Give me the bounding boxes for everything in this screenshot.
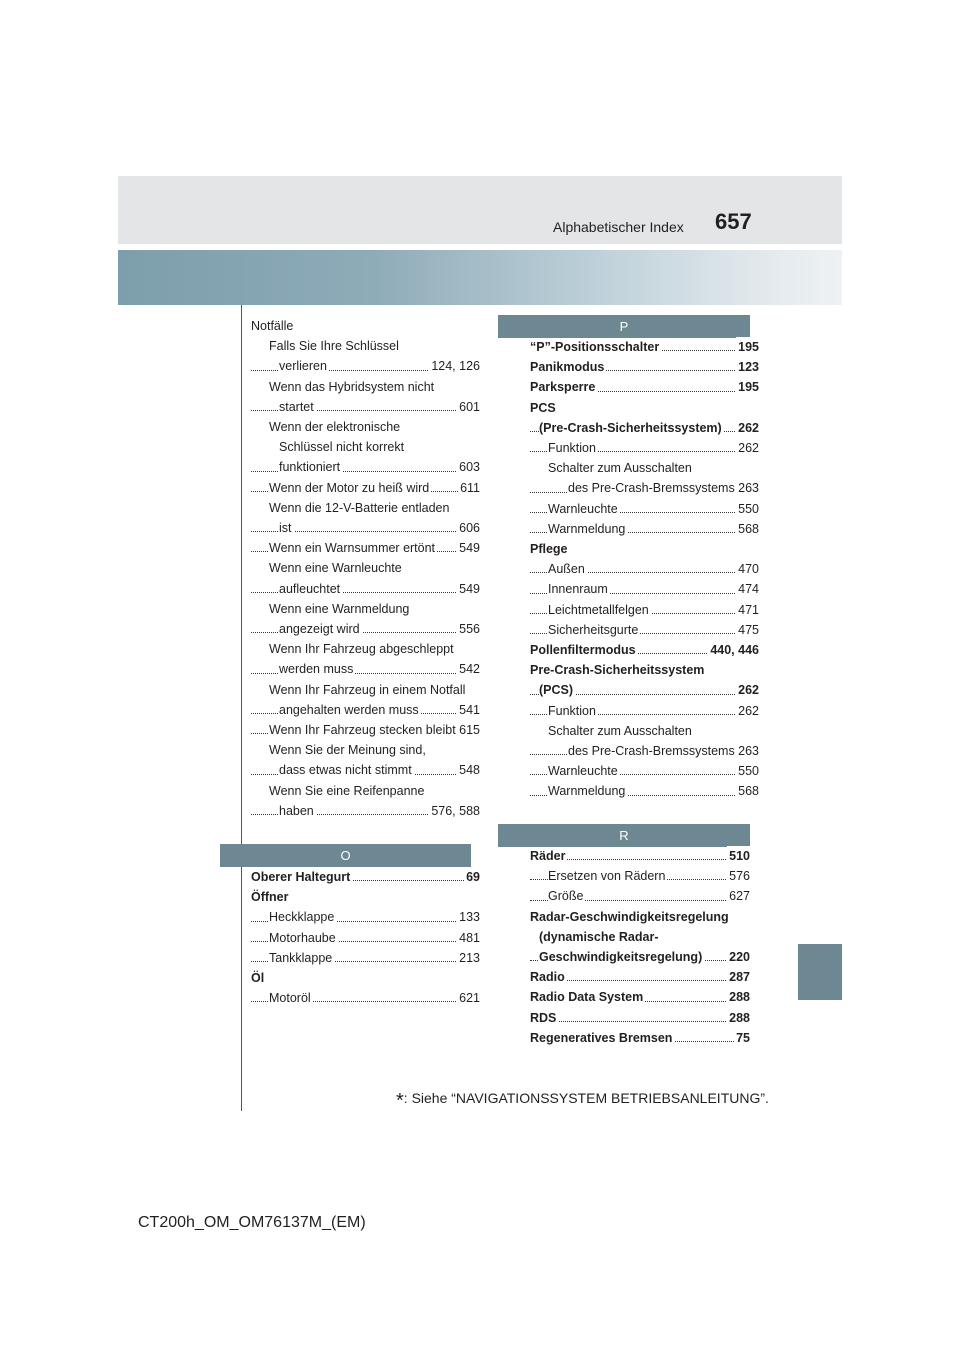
index-entry (251, 887, 480, 907)
index-entry-label: Panikmodus (530, 360, 605, 375)
index-entry-page: 542 (457, 659, 480, 679)
index-entry-page: 556 (457, 619, 480, 639)
index-entry-page: 549 (457, 579, 480, 599)
index-entry-label: Außen (548, 562, 585, 577)
section-header-o: O (220, 844, 471, 867)
index-entry (530, 660, 759, 680)
index-entry (251, 928, 480, 948)
index-entry (530, 438, 759, 458)
index-entry (251, 988, 480, 1008)
index-entry-label: des Pre-Crash-Bremssystems (568, 744, 735, 759)
index-entry-page: 549 (457, 538, 480, 558)
index-entry (530, 886, 750, 906)
index-entry-label: Schlüssel nicht korrekt (279, 440, 405, 455)
index-entry (251, 558, 480, 578)
index-entry-page: 262 (736, 680, 759, 700)
index-entry-label: Funktion (548, 703, 596, 718)
index-entry (251, 417, 480, 437)
index-entry-page: 263 (736, 478, 759, 498)
index-entry-page: 601 (457, 397, 480, 417)
index-entry-label: Wenn Ihr Fahrzeug abgeschleppt (269, 642, 454, 657)
index-entry (530, 398, 759, 418)
index-entry (530, 721, 759, 741)
index-entry (251, 397, 480, 417)
index-entry (251, 457, 480, 477)
index-entry-label: aufleuchtet (279, 581, 341, 596)
index-entry (251, 356, 480, 376)
index-entry (251, 478, 480, 498)
index-entry-label: Schalter zum Ausschalten (548, 461, 692, 476)
index-entry-label: Schalter zum Ausschalten (548, 723, 692, 738)
index-entry-label: werden muss (279, 662, 354, 677)
r-list (530, 846, 750, 1048)
index-entry-label: Regeneratives Bremsen (530, 1030, 673, 1045)
index-entry (530, 640, 759, 660)
index-entry-label: funktioniert (279, 460, 341, 475)
index-entry (251, 740, 480, 760)
index-entry-label: (PCS) (539, 683, 574, 698)
index-entry-label: Warnleuchte (548, 501, 618, 516)
index-entry-label: Warnmeldung (548, 521, 626, 536)
index-entry-label: Radar-Geschwindigkeitsregelung (530, 909, 729, 924)
index-entry-page: 75 (734, 1028, 750, 1048)
index-entry-page: 220 (727, 947, 750, 967)
index-entry (530, 927, 750, 947)
index-entry-page: 481 (457, 928, 480, 948)
chapter-tab (798, 944, 842, 1000)
index-entry (251, 599, 480, 619)
page-number: 657 (715, 209, 752, 234)
footer-document-code: CT200h_OM_OM76137M_(EM) (138, 1214, 366, 1231)
index-entry-label: Öl (251, 971, 265, 986)
index-entry (530, 519, 759, 539)
index-entry-label: Wenn Ihr Fahrzeug in einem Notfall (269, 682, 466, 697)
index-entry (530, 947, 750, 967)
index-entry-page: 195 (736, 337, 759, 357)
index-entry-page: 471 (736, 600, 759, 620)
index-entry-page: 288 (727, 987, 750, 1007)
section-header-p: P (498, 315, 750, 338)
index-entry-label: Sicherheitsgurte (548, 622, 639, 637)
index-entry-label: Öffner (251, 890, 289, 905)
index-entry (251, 659, 480, 679)
index-entry (251, 781, 480, 801)
index-entry (251, 760, 480, 780)
index-entry-page: 603 (457, 457, 480, 477)
index-entry-label: Motoröl (269, 991, 311, 1006)
index-entry-label: Motorhaube (269, 930, 336, 945)
index-entry-label: Wenn ein Warnsummer ertönt (269, 541, 436, 556)
index-entry-label: Wenn eine Warnleuchte (269, 561, 402, 576)
index-entry (530, 866, 750, 886)
index-entry-label: Räder (530, 849, 566, 863)
index-entry-page: 615 (457, 720, 480, 740)
index-entry (530, 357, 759, 377)
index-entry-page: 262 (736, 418, 759, 438)
footnote-star: * (396, 1090, 404, 1112)
footnote-text: : Siehe “NAVIGATIONSSYSTEM BETRIEBSANLEITUNG”. (403, 1090, 769, 1106)
index-entry-label: ist (279, 521, 292, 536)
index-entry (530, 1008, 750, 1028)
index-entry-label: Wenn das Hybridsystem nicht (269, 379, 435, 394)
index-entry-label: (dynamische Radar- (539, 929, 659, 944)
index-entry-label: Leichtmetallfelgen (548, 602, 649, 617)
index-entry (251, 968, 480, 988)
index-entry-page: 606 (457, 518, 480, 538)
index-entry-page: 627 (727, 886, 750, 906)
index-entry-label: Funktion (548, 441, 596, 456)
index-entry (530, 781, 759, 801)
index-entry-page: 133 (457, 907, 480, 927)
index-entry-label: startet (279, 399, 314, 414)
index-entry (530, 377, 759, 397)
index-entry-label: Pollenfiltermodus (530, 643, 636, 658)
index-entry-page: 123 (736, 357, 759, 377)
index-entry (251, 801, 480, 821)
index-entry-page: 550 (736, 761, 759, 781)
index-entry (530, 987, 750, 1007)
index-entry-label: angezeigt wird (279, 622, 360, 637)
index-entry-label: Parksperre (530, 380, 596, 395)
index-entry-label: Wenn eine Warnmeldung (269, 601, 410, 616)
index-entry-label: Größe (548, 889, 584, 904)
index-entry-page: 262 (736, 701, 759, 721)
index-entry-page: 195 (736, 377, 759, 397)
index-entry-page: 288 (727, 1008, 750, 1028)
index-entry (530, 741, 759, 761)
o-list (251, 867, 480, 1008)
p-list (530, 337, 759, 802)
index-entry (251, 700, 480, 720)
index-entry-page: 548 (457, 760, 480, 780)
index-entry-page: 475 (736, 620, 759, 640)
index-entry-label: Pflege (530, 542, 568, 557)
index-entry-page: 470 (736, 559, 759, 579)
index-entry (251, 377, 480, 397)
section-header-r: R (498, 824, 750, 847)
index-entry-page: 541 (457, 700, 480, 720)
index-entry (530, 967, 750, 987)
index-entry-page: 474 (736, 579, 759, 599)
index-entry (530, 337, 759, 357)
index-entry (530, 559, 759, 579)
index-entry (251, 498, 480, 518)
index-entry-label: dass etwas nicht stimmt (279, 763, 412, 778)
index-entry-page: 124, 126 (429, 356, 480, 376)
index-entry (530, 478, 759, 498)
index-entry (251, 907, 480, 927)
index-entry (530, 1028, 750, 1048)
index-entry-page: 262 (736, 438, 759, 458)
index-entry-label: Innenraum (548, 582, 608, 597)
index-entry-label: PCS (530, 400, 556, 415)
index-entry-page: 576 (727, 866, 750, 886)
index-entry (251, 619, 480, 639)
index-entry-page: 568 (736, 781, 759, 801)
index-entry-label: angehalten werden muss (279, 702, 419, 717)
index-entry (530, 499, 759, 519)
index-entry (251, 720, 480, 740)
index-entry-page: 69 (464, 867, 480, 887)
index-entry-label: Notfälle (251, 319, 294, 333)
index-entry-label: Wenn Sie der Meinung sind, (269, 743, 426, 758)
index-entry-label: Wenn die 12-V-Batterie entladen (269, 500, 450, 515)
index-entry-page: 568 (736, 519, 759, 539)
index-entry-label: Wenn der elektronische (269, 420, 401, 435)
index-entry-label: Falls Sie Ihre Schlüssel (269, 339, 399, 354)
index-entry (530, 458, 759, 478)
index-entry (251, 680, 480, 700)
index-entry-page: 287 (727, 967, 750, 987)
index-entry (251, 867, 480, 887)
index-entry-page: 440, 446 (708, 640, 759, 660)
index-entry (251, 538, 480, 558)
leader-dots (530, 1021, 750, 1022)
index-entry (530, 418, 759, 438)
index-entry (530, 701, 759, 721)
index-entry-label: des Pre-Crash-Bremssystems (568, 481, 735, 496)
index-entry (530, 907, 750, 927)
index-entry (530, 680, 759, 700)
index-entry-label: Pre-Crash-Sicherheitssystem (530, 663, 705, 678)
header-title: Alphabetischer Index (553, 219, 684, 235)
index-entry (530, 761, 759, 781)
index-entry-label: Geschwindigkeitsregelung) (539, 950, 703, 965)
index-entry-label: “P”-Positionsschalter (530, 340, 660, 354)
index-entry-label: Oberer Haltegurt (251, 870, 351, 884)
index-entry (530, 600, 759, 620)
header-gradient-band (118, 250, 842, 305)
index-entry (530, 620, 759, 640)
index-entry (251, 518, 480, 538)
index-entry (251, 336, 480, 356)
index-entry-page: 611 (458, 478, 480, 498)
index-entry-label: Tankklappe (269, 950, 333, 965)
index-entry-page: 621 (457, 988, 480, 1008)
index-entry-page: 576, 588 (429, 801, 480, 821)
index-entry (530, 846, 750, 866)
index-entry (251, 316, 480, 336)
index-entry-page: 263 (736, 741, 759, 761)
index-entry (251, 437, 480, 457)
notfaelle-list (251, 316, 480, 821)
index-entry-page: 550 (736, 499, 759, 519)
footnote (396, 1090, 769, 1113)
index-entry-label: Radio (530, 970, 565, 985)
index-entry (251, 639, 480, 659)
index-entry (251, 948, 480, 968)
index-entry-label: Wenn Sie eine Reifenpanne (269, 783, 425, 798)
index-entry-label: (Pre-Crash-Sicherheitssystem) (539, 420, 722, 435)
index-entry-page: 213 (457, 948, 480, 968)
index-entry-label: Wenn Ihr Fahrzeug stecken bleibt (269, 723, 456, 738)
index-entry-label: RDS (530, 1010, 557, 1025)
index-entry (530, 579, 759, 599)
index-entry-label: Warnleuchte (548, 764, 618, 779)
index-entry-label: Wenn der Motor zu heiß wird (269, 480, 430, 495)
index-entry-label: verlieren (279, 359, 327, 374)
index-entry-label: haben (279, 803, 314, 818)
index-entry-page: 510 (727, 846, 750, 866)
index-entry-label: Radio Data System (530, 990, 644, 1005)
index-entry-label: Heckklappe (269, 910, 335, 925)
index-entry (251, 579, 480, 599)
column-rule (241, 305, 242, 1111)
index-entry-label: Ersetzen von Rädern (548, 869, 666, 884)
index-entry (530, 539, 759, 559)
index-entry-label: Warnmeldung (548, 784, 626, 799)
